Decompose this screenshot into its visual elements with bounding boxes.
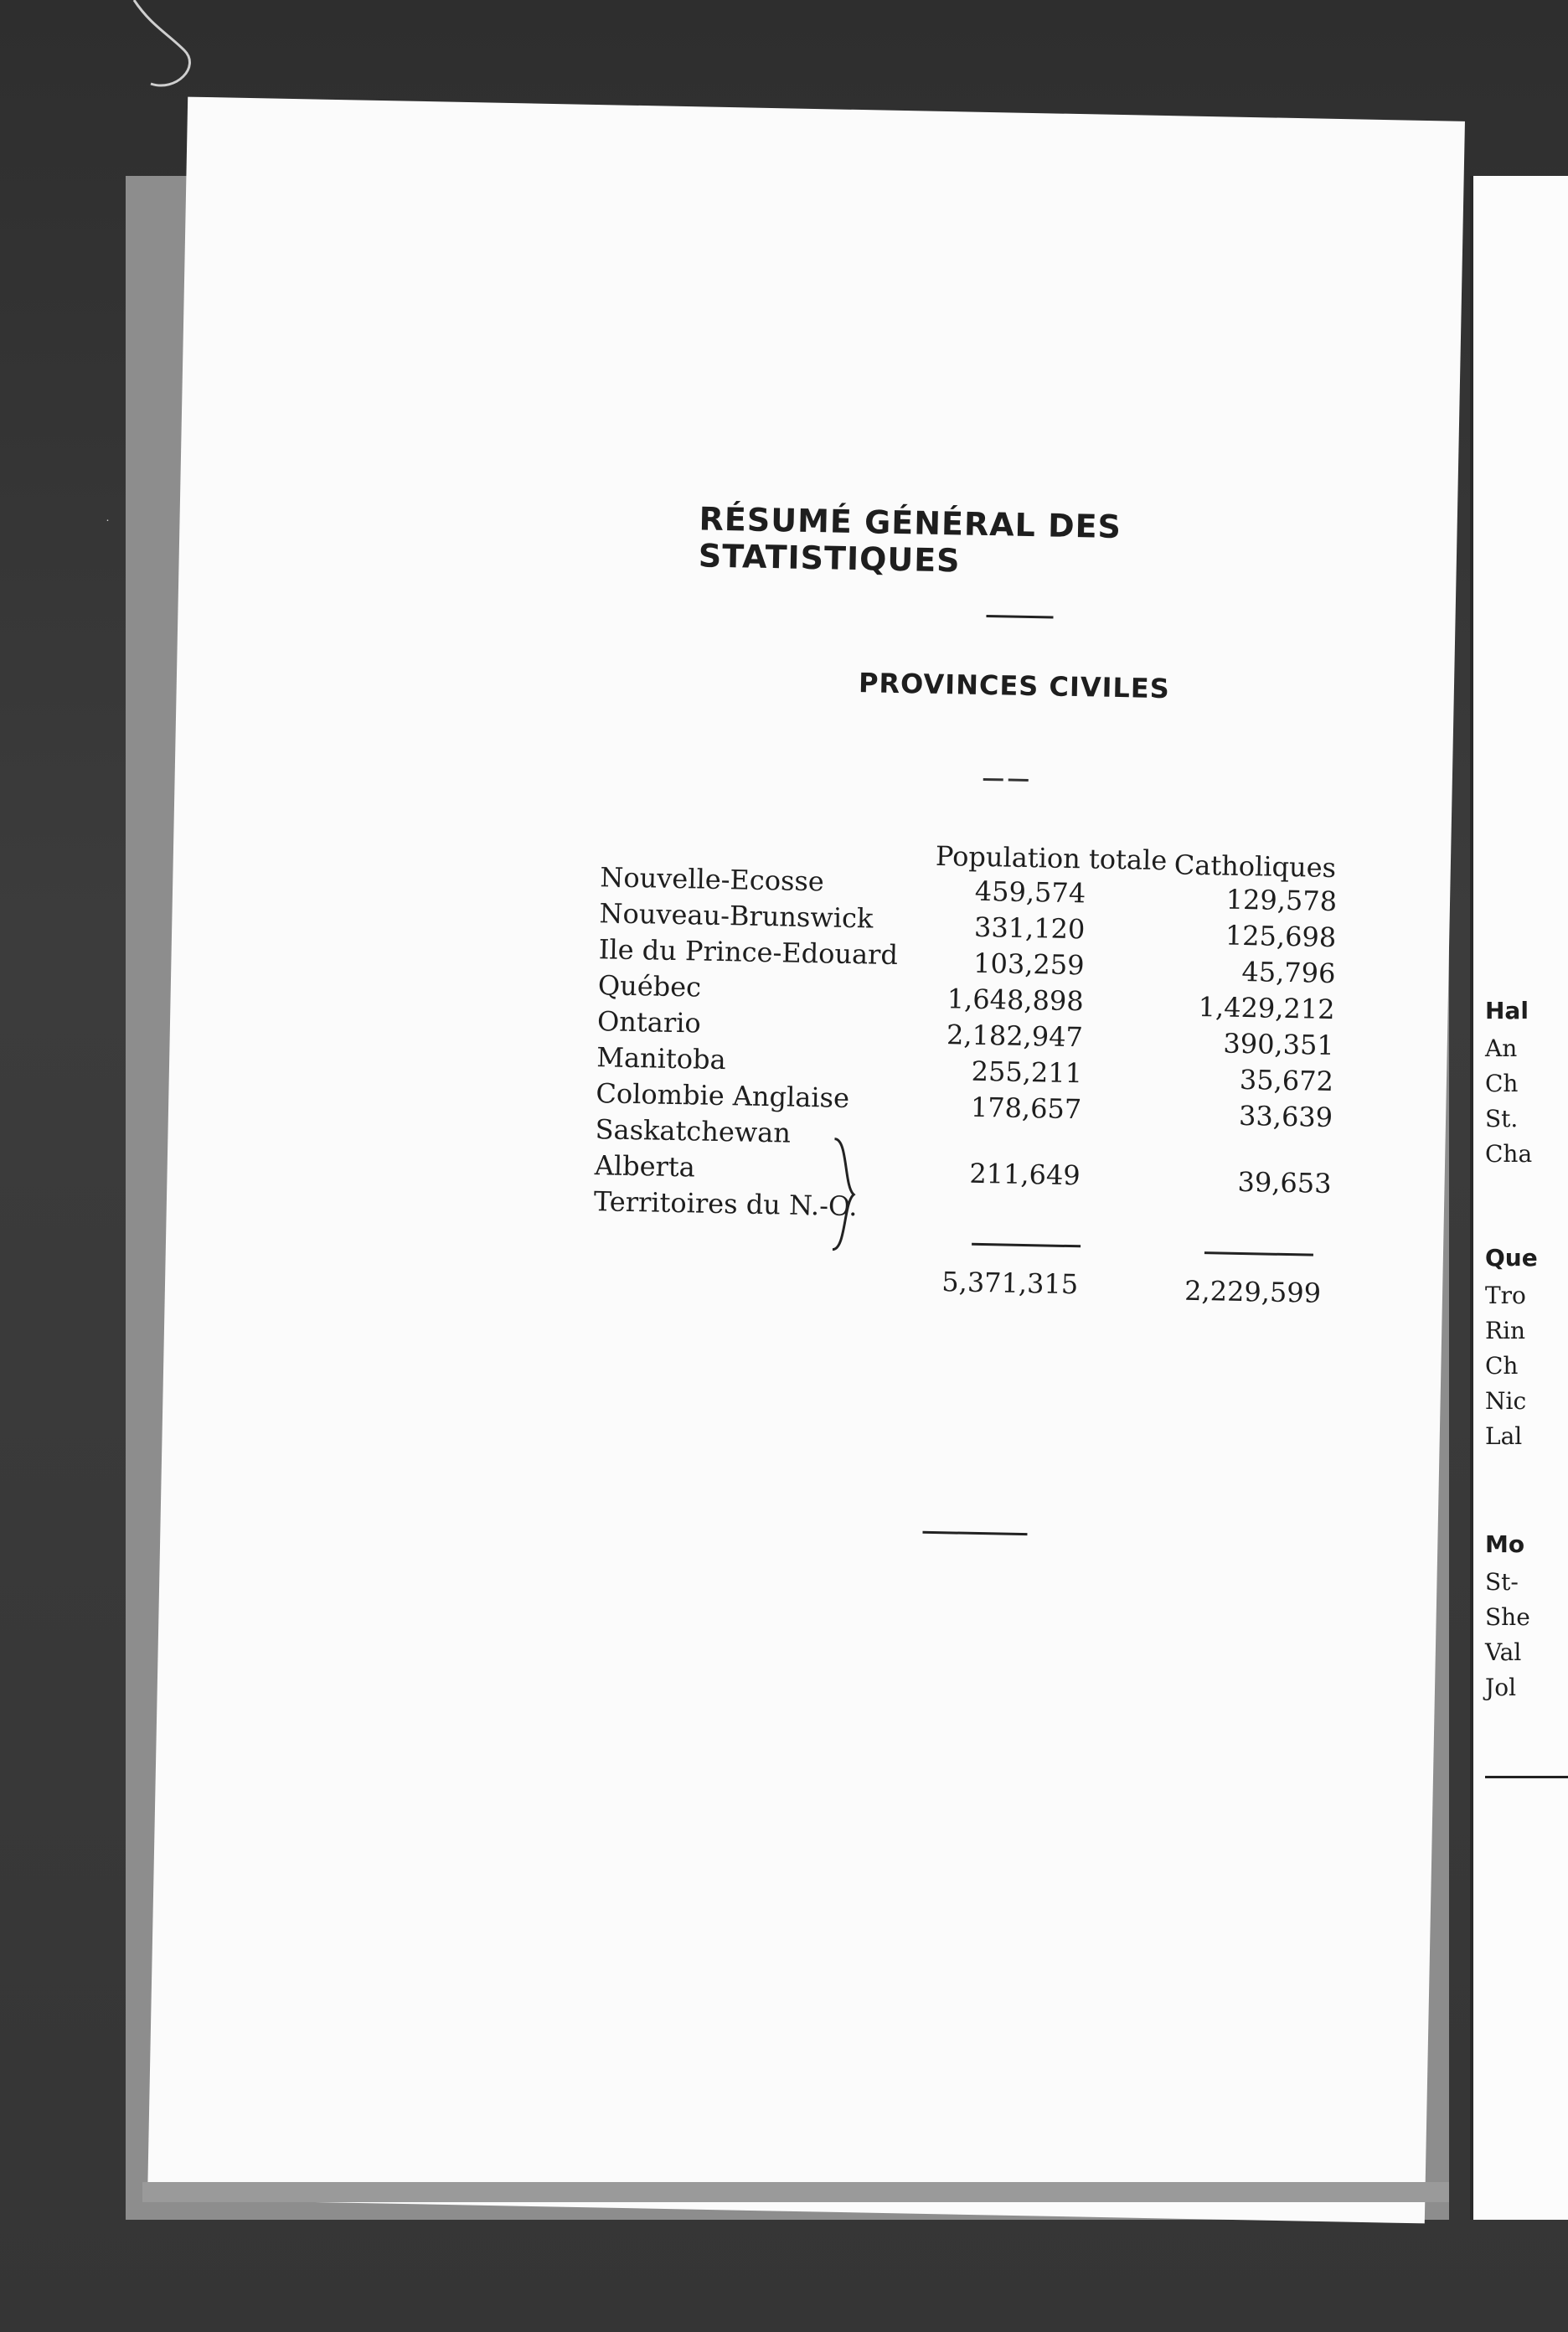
catholics-value: 45,796 (1241, 955, 1336, 990)
province-name: Ile du Prince-Edouard (598, 933, 899, 972)
facing-page-line: Nic (1485, 1387, 1527, 1415)
catholics-value: 129,578 (1225, 883, 1338, 918)
population-value: 255,211 (971, 1055, 1083, 1090)
province-name: Territoires du N.-O. (593, 1185, 858, 1223)
catholics-value: 1,429,212 (1198, 990, 1335, 1026)
facing-page-line: Jol (1485, 1674, 1517, 1701)
province-name: Manitoba (596, 1041, 727, 1076)
facing-page-line: She (1485, 1603, 1530, 1631)
facing-page-rule (1485, 1776, 1568, 1778)
column-header-population: Population totale (935, 839, 1168, 877)
facing-page-line: Val (1485, 1638, 1522, 1666)
facing-page-line: St. (1485, 1105, 1519, 1132)
subtitle-dash (983, 778, 1003, 781)
population-value: 459,574 (974, 874, 1086, 910)
population-value: 178,657 (970, 1091, 1082, 1126)
province-name: Saskatchewan (595, 1113, 792, 1149)
subtitle-dash (1008, 779, 1029, 782)
province-name: Colombie Anglaise (596, 1077, 850, 1114)
total-rule-catholics (1204, 1251, 1313, 1256)
title-divider (986, 615, 1053, 619)
facing-page-line: Rin (1485, 1317, 1526, 1344)
catholics-value: 125,698 (1225, 919, 1337, 954)
facing-page-line: An (1485, 1034, 1518, 1062)
section-subtitle: PROVINCES CIVILES (858, 667, 1171, 705)
facing-page-line: Ch (1485, 1352, 1519, 1380)
province-name: Ontario (596, 1005, 702, 1040)
column-header-catholics: Catholiques (1173, 849, 1337, 885)
document-page (147, 97, 1465, 2224)
facing-page-line: St- (1485, 1568, 1519, 1596)
population-value: 211,649 (969, 1157, 1081, 1192)
facing-page-line: Mo (1485, 1530, 1525, 1558)
population-value: 2,182,947 (946, 1019, 1084, 1054)
total-population: 5,371,315 (941, 1266, 1079, 1301)
population-value: 1,648,898 (946, 983, 1085, 1018)
facing-page-line: Cha (1485, 1140, 1533, 1168)
province-name: Québec (597, 969, 702, 1003)
total-catholics: 2,229,599 (1184, 1274, 1322, 1309)
catholics-value: 35,672 (1239, 1063, 1334, 1098)
population-value: 103,259 (972, 947, 1085, 982)
facing-page-line: Ch (1485, 1070, 1519, 1097)
page-bottom-edge (142, 2182, 1449, 2202)
catholics-value: 33,639 (1238, 1099, 1333, 1134)
facing-page-line: Lal (1485, 1422, 1523, 1450)
page-title: RÉSUMÉ GÉNÉRAL DES STATISTIQUES (698, 500, 1122, 580)
facing-page-line: Hal (1485, 997, 1529, 1024)
province-name: Nouvelle-Ecosse (600, 861, 825, 898)
province-name: Alberta (594, 1149, 696, 1184)
closing-rule (922, 1531, 1027, 1535)
population-value: 331,120 (973, 911, 1086, 946)
catholics-value: 39,653 (1237, 1165, 1332, 1200)
facing-page-line: Tro (1485, 1282, 1526, 1309)
catholics-value: 390,351 (1223, 1027, 1335, 1062)
total-rule-population (972, 1243, 1081, 1247)
stray-thread-mark (101, 0, 201, 101)
province-name: Nouveau-Brunswick (599, 897, 874, 935)
grouping-brace (828, 1136, 864, 1254)
margin-speck: ˙ (105, 519, 111, 532)
facing-page-line: Que (1485, 1244, 1538, 1272)
facing-page (1470, 176, 1568, 2220)
